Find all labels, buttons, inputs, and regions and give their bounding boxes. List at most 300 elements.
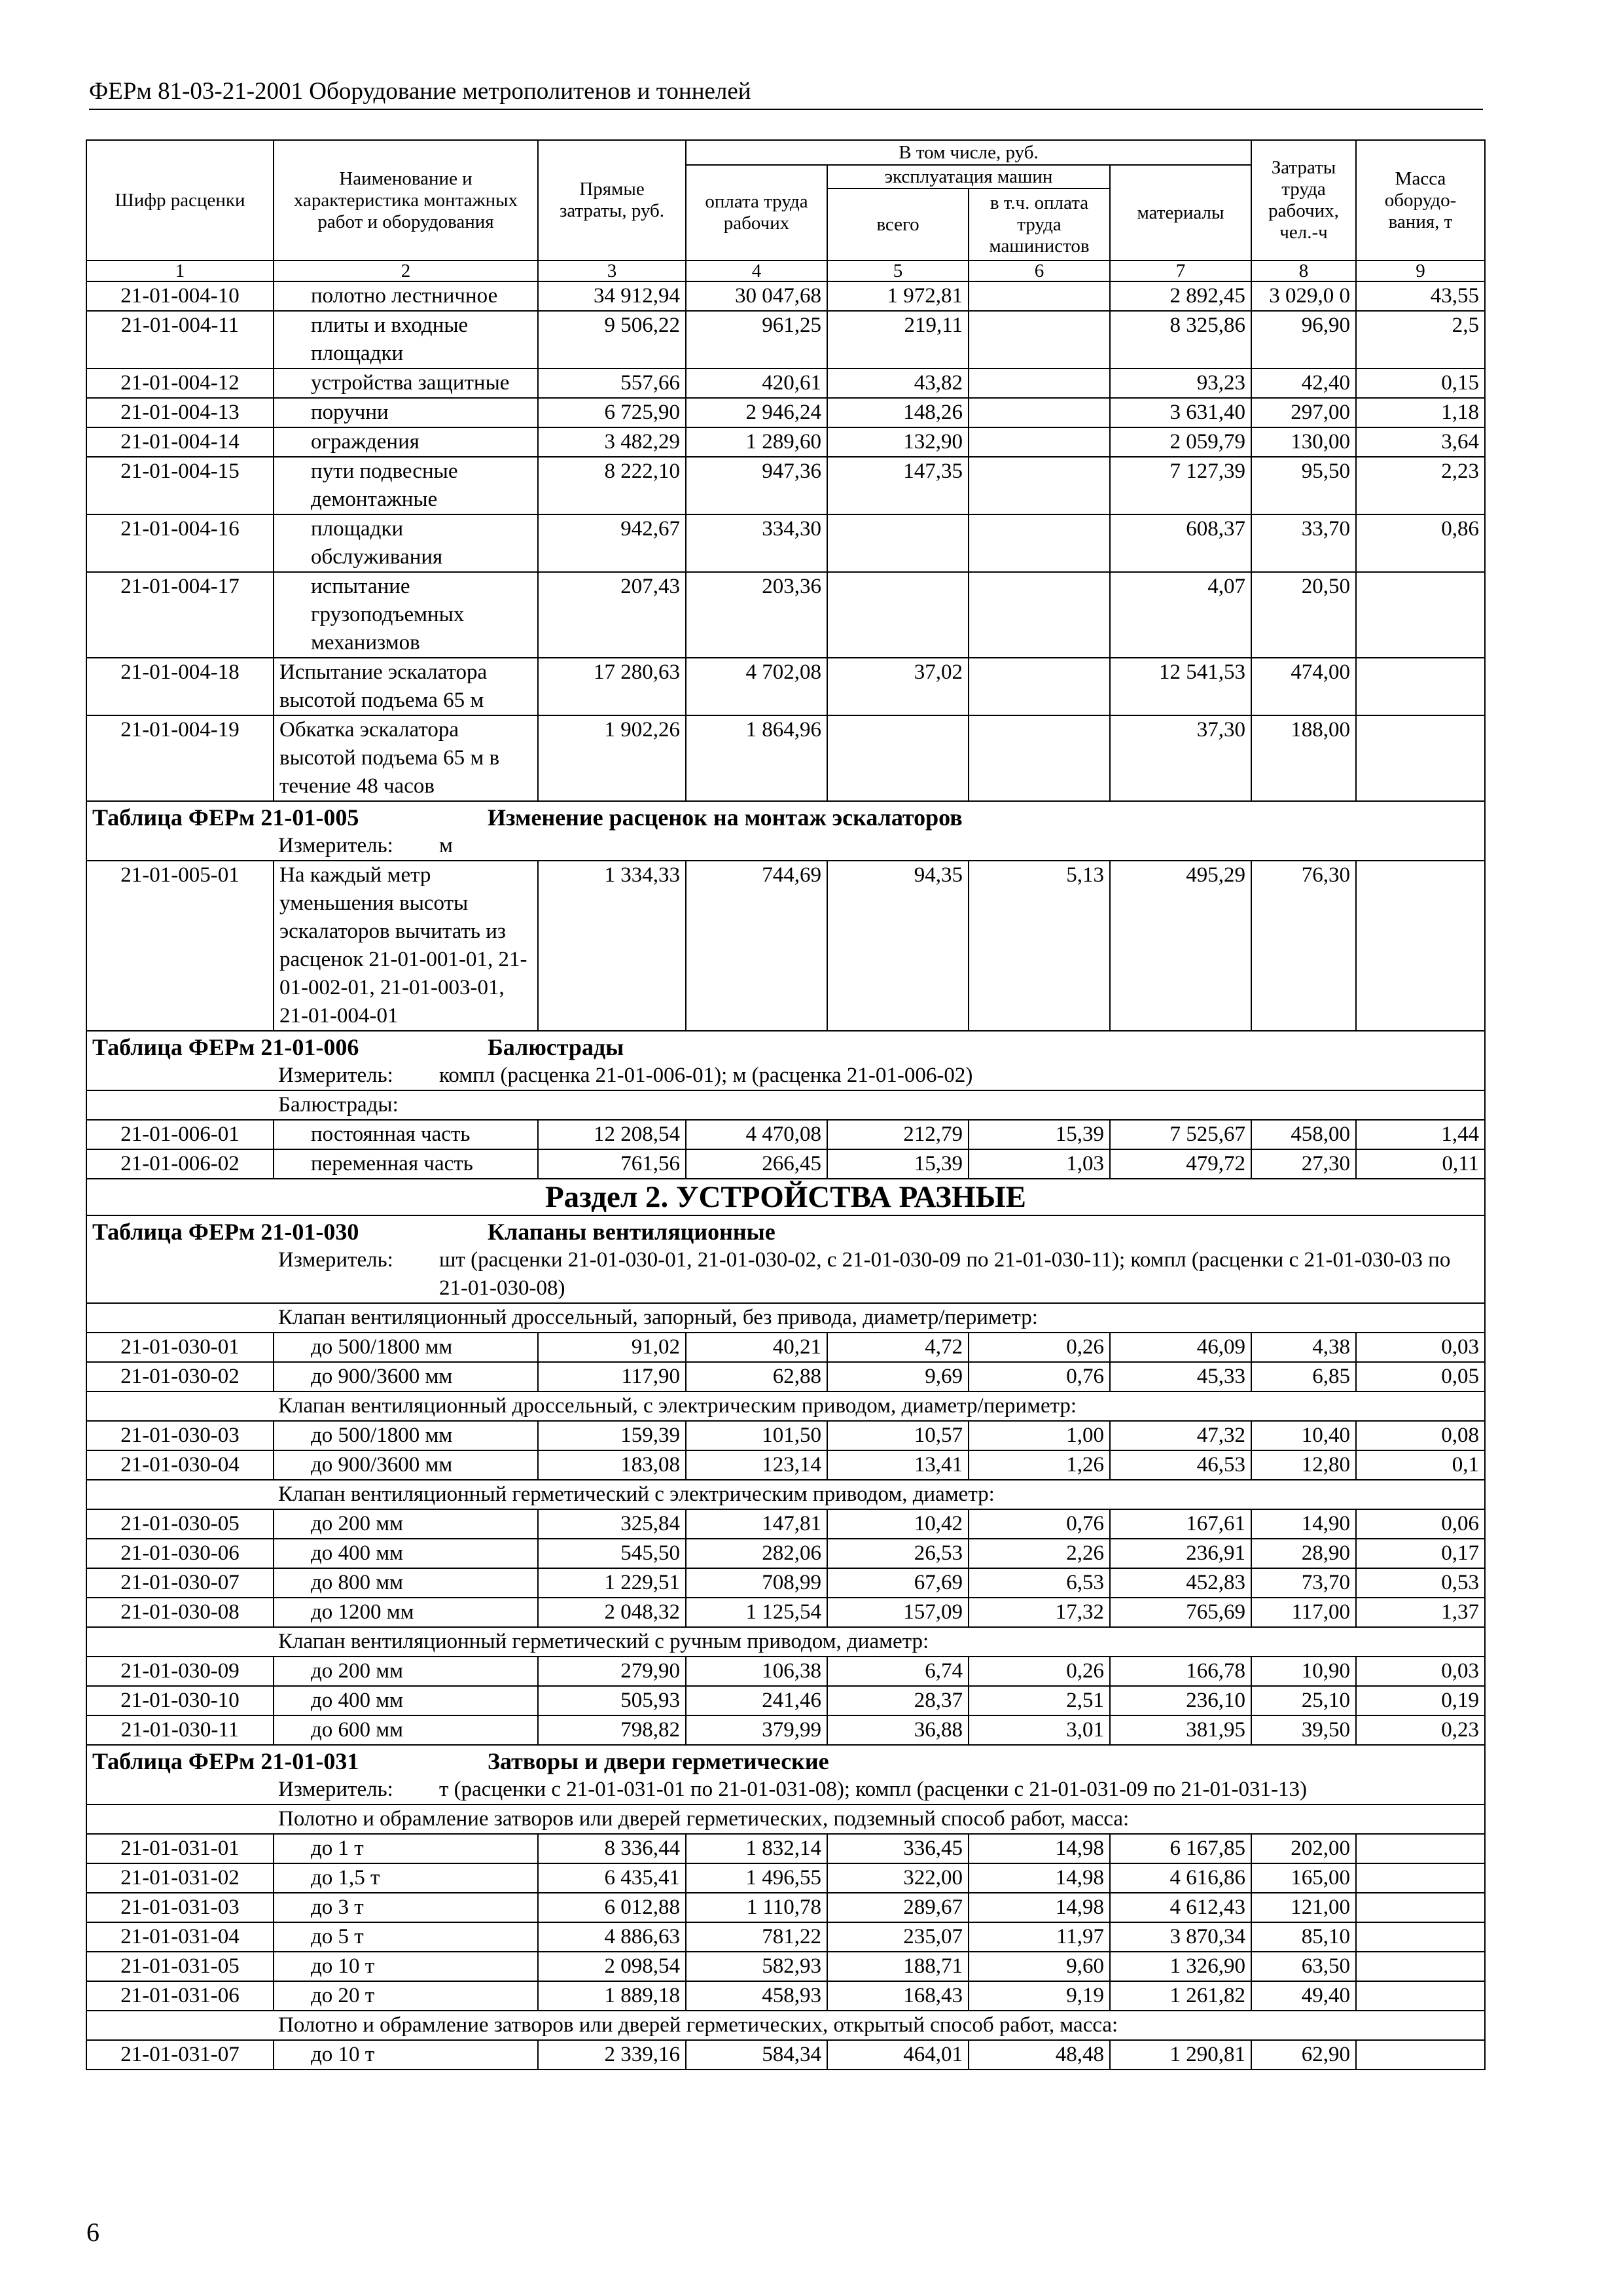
section-title: Раздел 2. УСТРОЙСТВА РАЗНЫЕ: [86, 1179, 1485, 1215]
col-number-5: 5: [827, 260, 969, 281]
cell-hours: 42,40: [1251, 368, 1356, 398]
cell-code: 21-01-031-05: [86, 1952, 274, 1981]
col-hours-header: Затраты труда рабочих, чел.-ч: [1251, 140, 1356, 260]
cell-mlabor: [969, 368, 1110, 398]
cell-hours: 202,00: [1251, 1834, 1356, 1863]
cell-labor: 334,30: [686, 514, 827, 572]
cell-mtotal: 9,69: [827, 1362, 969, 1391]
cell-mtotal: 13,41: [827, 1450, 969, 1480]
table-row: [86, 2040, 1485, 2070]
cell-mtotal: [827, 514, 969, 572]
cell-mlabor: 14,98: [969, 1893, 1110, 1922]
cell-hours: 474,00: [1251, 658, 1356, 715]
cell-materials: 3 870,34: [1110, 1922, 1251, 1952]
cell-mlabor: 0,76: [969, 1362, 1110, 1391]
cell-hours: 10,90: [1251, 1657, 1356, 1686]
cell-name: поручни: [274, 398, 538, 427]
cell-mass: [1356, 1952, 1485, 1981]
cell-name: до 5 т: [274, 1922, 538, 1952]
cell-code: 21-01-031-02: [86, 1863, 274, 1893]
cell-code: 21-01-004-15: [86, 457, 274, 514]
cell-mlabor: 1,03: [969, 1149, 1110, 1179]
measure-value: шт (расценки 21-01-030-01, 21-01-030-02, с 21-01-030-09 по 21-01-030-11); компл (расценки с 21-01-030-03 по 21-01-030-08): [439, 1248, 1451, 1300]
cell-name: до 1200 мм: [274, 1598, 538, 1627]
cell-code: 21-01-005-01: [86, 861, 274, 1031]
cell-code: 21-01-004-11: [86, 311, 274, 368]
table-row: [86, 1539, 1485, 1568]
cell-direct: 2 048,32: [538, 1598, 686, 1627]
group-title: Клапан вентиляционный герметический с ручным приводом, диаметр:: [86, 1627, 1485, 1657]
cell-mass: 0,23: [1356, 1715, 1485, 1745]
table-name: Затворы и двери герметические: [488, 1748, 829, 1774]
cell-hours: 10,40: [1251, 1421, 1356, 1450]
cell-mtotal: 28,37: [827, 1686, 969, 1715]
cell-mtotal: 10,42: [827, 1509, 969, 1539]
cell-mtotal: 464,01: [827, 2040, 969, 2070]
cell-mass: [1356, 2040, 1485, 2070]
cell-mass: 2,5: [1356, 311, 1485, 368]
cell-mtotal: 219,11: [827, 311, 969, 368]
cell-materials: 12 541,53: [1110, 658, 1251, 715]
cell-materials: 495,29: [1110, 861, 1251, 1031]
cell-code: 21-01-030-03: [86, 1421, 274, 1450]
table-row: [86, 281, 1485, 311]
cell-labor: 40,21: [686, 1333, 827, 1362]
cell-direct: 1 229,51: [538, 1568, 686, 1598]
table-row: [86, 1598, 1485, 1627]
cell-mass: 2,23: [1356, 457, 1485, 514]
cell-mtotal: 188,71: [827, 1952, 969, 1981]
measure-row: [86, 1776, 1485, 1804]
cell-mtotal: 322,00: [827, 1863, 969, 1893]
cell-code: 21-01-004-13: [86, 398, 274, 427]
cell-mlabor: 14,98: [969, 1863, 1110, 1893]
cell-labor: 1 110,78: [686, 1893, 827, 1922]
cell-materials: 479,72: [1110, 1149, 1251, 1179]
table-row: [86, 398, 1485, 427]
cell-labor: 708,99: [686, 1568, 827, 1598]
measure-row: [86, 832, 1485, 861]
cell-mass: 0,05: [1356, 1362, 1485, 1391]
cell-direct: 6 012,88: [538, 1893, 686, 1922]
cell-materials: 2 892,45: [1110, 281, 1251, 311]
cell-labor: 420,61: [686, 368, 827, 398]
cell-hours: 33,70: [1251, 514, 1356, 572]
cell-code: 21-01-006-02: [86, 1149, 274, 1179]
col-machines-header: эксплуатация машин: [827, 165, 1110, 188]
cell-materials: 236,91: [1110, 1539, 1251, 1568]
cell-materials: 45,33: [1110, 1362, 1251, 1391]
cell-name: до 900/3600 мм: [274, 1362, 538, 1391]
cell-hours: 12,80: [1251, 1450, 1356, 1480]
cell-mass: [1356, 1893, 1485, 1922]
cell-mtotal: 212,79: [827, 1120, 969, 1149]
col-materials-header: материалы: [1110, 165, 1251, 260]
cell-materials: 47,32: [1110, 1421, 1251, 1450]
table-row: [86, 658, 1485, 715]
cell-name: до 600 мм: [274, 1715, 538, 1745]
cell-direct: 1 334,33: [538, 861, 686, 1031]
cell-mlabor: 48,48: [969, 2040, 1110, 2070]
group-title: Клапан вентиляционный дроссельный, запорный, без привода, диаметр/периметр:: [86, 1303, 1485, 1333]
cell-code: 21-01-030-11: [86, 1715, 274, 1745]
group-row: [86, 1391, 1485, 1421]
cell-materials: 1 326,90: [1110, 1952, 1251, 1981]
table-name: Балюстрады: [488, 1034, 624, 1060]
table-row: [86, 427, 1485, 457]
col-direct-header: Прямые затраты, руб.: [538, 140, 686, 260]
cell-name: пути подвесные демонтажные: [274, 457, 538, 514]
group-row: [86, 1480, 1485, 1509]
table-row: [86, 1120, 1485, 1149]
cell-materials: 765,69: [1110, 1598, 1251, 1627]
cell-hours: 458,00: [1251, 1120, 1356, 1149]
measure-value: м: [439, 834, 453, 857]
cell-mlabor: [969, 658, 1110, 715]
cell-labor: 1 496,55: [686, 1863, 827, 1893]
cell-name: до 500/1800 мм: [274, 1421, 538, 1450]
running-header: ФЕРм 81-03-21-2001 Оборудование метрополитенов и тоннелей: [89, 77, 1483, 110]
rates-table: [86, 139, 1486, 2070]
table-row: [86, 1834, 1485, 1863]
cell-code: 21-01-004-18: [86, 658, 274, 715]
cell-name: Обкатка эскалатора высотой подъема 65 м в течение 48 часов: [274, 715, 538, 801]
cell-mass: [1356, 1834, 1485, 1863]
cell-name: до 10 т: [274, 2040, 538, 2070]
table-row: [86, 311, 1485, 368]
cell-labor: 744,69: [686, 861, 827, 1031]
cell-mtotal: 235,07: [827, 1922, 969, 1952]
cell-code: 21-01-030-07: [86, 1568, 274, 1598]
measure-label: Измеритель:: [278, 1248, 393, 1272]
group-row: [86, 1804, 1485, 1834]
cell-labor: 62,88: [686, 1362, 827, 1391]
cell-direct: 3 482,29: [538, 427, 686, 457]
cell-mlabor: 0,26: [969, 1657, 1110, 1686]
cell-mlabor: 9,19: [969, 1981, 1110, 2011]
col-mlabor-header: в т.ч. оплата труда машинистов: [969, 188, 1110, 260]
cell-mlabor: 6,53: [969, 1568, 1110, 1598]
cell-direct: 761,56: [538, 1149, 686, 1179]
cell-name: плиты и входные площадки: [274, 311, 538, 368]
col-incl-header: В том числе, руб.: [686, 140, 1251, 165]
cell-code: 21-01-031-06: [86, 1981, 274, 2011]
cell-name: испытание грузоподъемных механизмов: [274, 572, 538, 658]
cell-materials: 7 127,39: [1110, 457, 1251, 514]
cell-mtotal: 43,82: [827, 368, 969, 398]
cell-name: площадки обслуживания: [274, 514, 538, 572]
section-row: [86, 1179, 1485, 1215]
cell-mlabor: 0,76: [969, 1509, 1110, 1539]
cell-mtotal: 1 972,81: [827, 281, 969, 311]
col-number-1: 1: [86, 260, 274, 281]
group-row: [86, 1627, 1485, 1657]
cell-name: Испытание эскалатора высотой подъема 65 м: [274, 658, 538, 715]
cell-mass: 0,15: [1356, 368, 1485, 398]
cell-hours: 6,85: [1251, 1362, 1356, 1391]
cell-labor: 584,34: [686, 2040, 827, 2070]
cell-materials: 167,61: [1110, 1509, 1251, 1539]
cell-name: постоянная часть: [274, 1120, 538, 1149]
cell-direct: 798,82: [538, 1715, 686, 1745]
table-row: [86, 1568, 1485, 1598]
cell-direct: 1 902,26: [538, 715, 686, 801]
cell-mtotal: 336,45: [827, 1834, 969, 1863]
table-code: Таблица ФЕРм 21-01-031: [92, 1748, 359, 1774]
cell-code: 21-01-004-19: [86, 715, 274, 801]
cell-hours: 25,10: [1251, 1686, 1356, 1715]
group-title: Клапан вентиляционный дроссельный, с электрическим приводом, диаметр/периметр:: [86, 1391, 1485, 1421]
cell-materials: 3 631,40: [1110, 398, 1251, 427]
cell-mlabor: 15,39: [969, 1120, 1110, 1149]
cell-direct: 17 280,63: [538, 658, 686, 715]
cell-materials: 37,30: [1110, 715, 1251, 801]
cell-code: 21-01-004-14: [86, 427, 274, 457]
col-number-9: 9: [1356, 260, 1485, 281]
cell-mass: [1356, 715, 1485, 801]
cell-hours: 39,50: [1251, 1715, 1356, 1745]
cell-mtotal: 148,26: [827, 398, 969, 427]
cell-labor: 1 864,96: [686, 715, 827, 801]
cell-labor: 147,81: [686, 1509, 827, 1539]
cell-labor: 781,22: [686, 1922, 827, 1952]
cell-materials: 452,83: [1110, 1568, 1251, 1598]
cell-name: ограждения: [274, 427, 538, 457]
cell-name: до 400 мм: [274, 1686, 538, 1715]
group-row: [86, 1090, 1485, 1120]
cell-mass: 0,11: [1356, 1149, 1485, 1179]
cell-direct: 12 208,54: [538, 1120, 686, 1149]
table-title-row: [86, 1031, 1485, 1062]
cell-mlabor: 2,51: [969, 1686, 1110, 1715]
cell-mass: [1356, 861, 1485, 1031]
table-row: [86, 368, 1485, 398]
cell-mlabor: [969, 715, 1110, 801]
table-title-row: [86, 1215, 1485, 1246]
cell-mlabor: 9,60: [969, 1952, 1110, 1981]
cell-mtotal: [827, 715, 969, 801]
group-row: [86, 2011, 1485, 2040]
cell-mlabor: 0,26: [969, 1333, 1110, 1362]
cell-name: до 900/3600 мм: [274, 1450, 538, 1480]
cell-name: до 400 мм: [274, 1539, 538, 1568]
cell-direct: 1 889,18: [538, 1981, 686, 2011]
cell-mtotal: 15,39: [827, 1149, 969, 1179]
cell-mtotal: 10,57: [827, 1421, 969, 1450]
cell-labor: 106,38: [686, 1657, 827, 1686]
cell-hours: 73,70: [1251, 1568, 1356, 1598]
cell-name: На каждый метр уменьшения высоты эскалаторов вычитать из расценок 21-01-001-01, 21-01-002-01, 21-01-003-01, 21-01-004-01: [274, 861, 538, 1031]
table-name: Изменение расценок на монтаж эскалаторов: [488, 804, 963, 831]
cell-mlabor: 2,26: [969, 1539, 1110, 1568]
cell-labor: 282,06: [686, 1539, 827, 1568]
cell-name: до 500/1800 мм: [274, 1333, 538, 1362]
measure-label: Измеритель:: [278, 1778, 393, 1801]
cell-materials: 166,78: [1110, 1657, 1251, 1686]
cell-mass: 1,44: [1356, 1120, 1485, 1149]
cell-materials: 2 059,79: [1110, 427, 1251, 457]
cell-mtotal: 168,43: [827, 1981, 969, 2011]
cell-direct: 2 098,54: [538, 1952, 686, 1981]
cell-mtotal: 132,90: [827, 427, 969, 457]
cell-hours: 188,00: [1251, 715, 1356, 801]
table-row: [86, 715, 1485, 801]
table-row: [86, 1333, 1485, 1362]
cell-code: 21-01-004-12: [86, 368, 274, 398]
cell-labor: 458,93: [686, 1981, 827, 2011]
cell-code: 21-01-031-07: [86, 2040, 274, 2070]
cell-direct: 9 506,22: [538, 311, 686, 368]
cell-direct: 183,08: [538, 1450, 686, 1480]
cell-labor: 266,45: [686, 1149, 827, 1179]
cell-hours: 121,00: [1251, 1893, 1356, 1922]
table-row: [86, 861, 1485, 1031]
cell-mlabor: [969, 311, 1110, 368]
cell-mlabor: [969, 398, 1110, 427]
cell-mlabor: 11,97: [969, 1922, 1110, 1952]
table-row: [86, 1686, 1485, 1715]
measure: [86, 1246, 1485, 1303]
cell-mtotal: 67,69: [827, 1568, 969, 1598]
cell-hours: 85,10: [1251, 1922, 1356, 1952]
cell-labor: 4 470,08: [686, 1120, 827, 1149]
cell-hours: 20,50: [1251, 572, 1356, 658]
cell-direct: 545,50: [538, 1539, 686, 1568]
cell-direct: 34 912,94: [538, 281, 686, 311]
cell-mass: [1356, 1922, 1485, 1952]
measure-value: компл (расценка 21-01-006-01); м (расценка 21-01-006-02): [439, 1064, 973, 1087]
cell-hours: 28,90: [1251, 1539, 1356, 1568]
cell-mass: 3,64: [1356, 427, 1485, 457]
cell-name: полотно лестничное: [274, 281, 538, 311]
cell-labor: 123,14: [686, 1450, 827, 1480]
table-title-row: [86, 1745, 1485, 1776]
col-code-header: Шифр расценки: [86, 140, 274, 260]
group-title: Клапан вентиляционный герметический с электрическим приводом, диаметр:: [86, 1480, 1485, 1509]
cell-mlabor: 1,00: [969, 1421, 1110, 1450]
col-number-7: 7: [1110, 260, 1251, 281]
table-name: Клапаны вентиляционные: [488, 1219, 776, 1245]
cell-mlabor: 5,13: [969, 861, 1110, 1031]
cell-labor: 379,99: [686, 1715, 827, 1745]
cell-code: 21-01-031-04: [86, 1922, 274, 1952]
cell-mlabor: 17,32: [969, 1598, 1110, 1627]
cell-code: 21-01-030-01: [86, 1333, 274, 1362]
cell-labor: 1 832,14: [686, 1834, 827, 1863]
cell-materials: 608,37: [1110, 514, 1251, 572]
col-mass-header: Масса оборудо-вания, т: [1356, 140, 1485, 260]
cell-code: 21-01-031-03: [86, 1893, 274, 1922]
cell-hours: 3 029,0 0: [1251, 281, 1356, 311]
measure: [86, 1776, 1485, 1804]
cell-hours: 62,90: [1251, 2040, 1356, 2070]
cell-code: 21-01-004-17: [86, 572, 274, 658]
group-title: Балюстрады:: [86, 1090, 1485, 1120]
table-row: [86, 457, 1485, 514]
cell-mlabor: [969, 457, 1110, 514]
cell-labor: 582,93: [686, 1952, 827, 1981]
cell-name: переменная часть: [274, 1149, 538, 1179]
page-number: 6: [86, 2217, 99, 2247]
cell-mass: [1356, 658, 1485, 715]
table-row: [86, 1657, 1485, 1686]
cell-mtotal: 4,72: [827, 1333, 969, 1362]
cell-mlabor: 14,98: [969, 1834, 1110, 1863]
col-number-3: 3: [538, 260, 686, 281]
cell-mass: 0,1: [1356, 1450, 1485, 1480]
cell-mass: 0,17: [1356, 1539, 1485, 1568]
cell-direct: 325,84: [538, 1509, 686, 1539]
col-number-2: 2: [274, 260, 538, 281]
cell-mlabor: [969, 514, 1110, 572]
cell-name: до 1,5 т: [274, 1863, 538, 1893]
cell-direct: 8 222,10: [538, 457, 686, 514]
table-title: [86, 1031, 1485, 1062]
cell-labor: 961,25: [686, 311, 827, 368]
cell-mass: [1356, 572, 1485, 658]
table-row: [86, 1981, 1485, 2011]
cell-hours: 297,00: [1251, 398, 1356, 427]
measure-label: Измеритель:: [278, 1064, 393, 1087]
cell-hours: 63,50: [1251, 1952, 1356, 1981]
cell-name: до 3 т: [274, 1893, 538, 1922]
cell-direct: 6 435,41: [538, 1863, 686, 1893]
table-code: Таблица ФЕРм 21-01-005: [92, 804, 359, 831]
cell-materials: 46,09: [1110, 1333, 1251, 1362]
cell-mass: 0,08: [1356, 1421, 1485, 1450]
table-row: [86, 1450, 1485, 1480]
cell-code: 21-01-030-04: [86, 1450, 274, 1480]
cell-code: 21-01-006-01: [86, 1120, 274, 1149]
cell-mass: 0,86: [1356, 514, 1485, 572]
cell-hours: 165,00: [1251, 1863, 1356, 1893]
cell-labor: 101,50: [686, 1421, 827, 1450]
cell-mlabor: [969, 572, 1110, 658]
table-title: [86, 1215, 1485, 1246]
cell-labor: 241,46: [686, 1686, 827, 1715]
cell-name: до 1 т: [274, 1834, 538, 1863]
measure-row: [86, 1062, 1485, 1090]
cell-mass: 0,19: [1356, 1686, 1485, 1715]
cell-mass: [1356, 1981, 1485, 2011]
cell-hours: 27,30: [1251, 1149, 1356, 1179]
group-title: Полотно и обрамление затворов или дверей герметических, подземный способ работ, масса:: [86, 1804, 1485, 1834]
cell-hours: 76,30: [1251, 861, 1356, 1031]
cell-hours: 130,00: [1251, 427, 1356, 457]
cell-hours: 14,90: [1251, 1509, 1356, 1539]
table-row: [86, 1421, 1485, 1450]
cell-name: до 200 мм: [274, 1657, 538, 1686]
table-row: [86, 572, 1485, 658]
cell-direct: 91,02: [538, 1333, 686, 1362]
col-labor-header: оплата труда рабочих: [686, 165, 827, 260]
table-code: Таблица ФЕРм 21-01-030: [92, 1219, 359, 1245]
cell-labor: 30 047,68: [686, 281, 827, 311]
cell-labor: 2 946,24: [686, 398, 827, 427]
table-row: [86, 1952, 1485, 1981]
measure-label: Измеритель:: [278, 834, 393, 857]
table-row: [86, 1893, 1485, 1922]
cell-mlabor: 1,26: [969, 1450, 1110, 1480]
cell-name: до 20 т: [274, 1981, 538, 2011]
cell-materials: 4 612,43: [1110, 1893, 1251, 1922]
cell-labor: 203,36: [686, 572, 827, 658]
cell-mtotal: 157,09: [827, 1598, 969, 1627]
cell-name: до 200 мм: [274, 1509, 538, 1539]
cell-hours: 96,90: [1251, 311, 1356, 368]
cell-materials: 93,23: [1110, 368, 1251, 398]
cell-direct: 8 336,44: [538, 1834, 686, 1863]
